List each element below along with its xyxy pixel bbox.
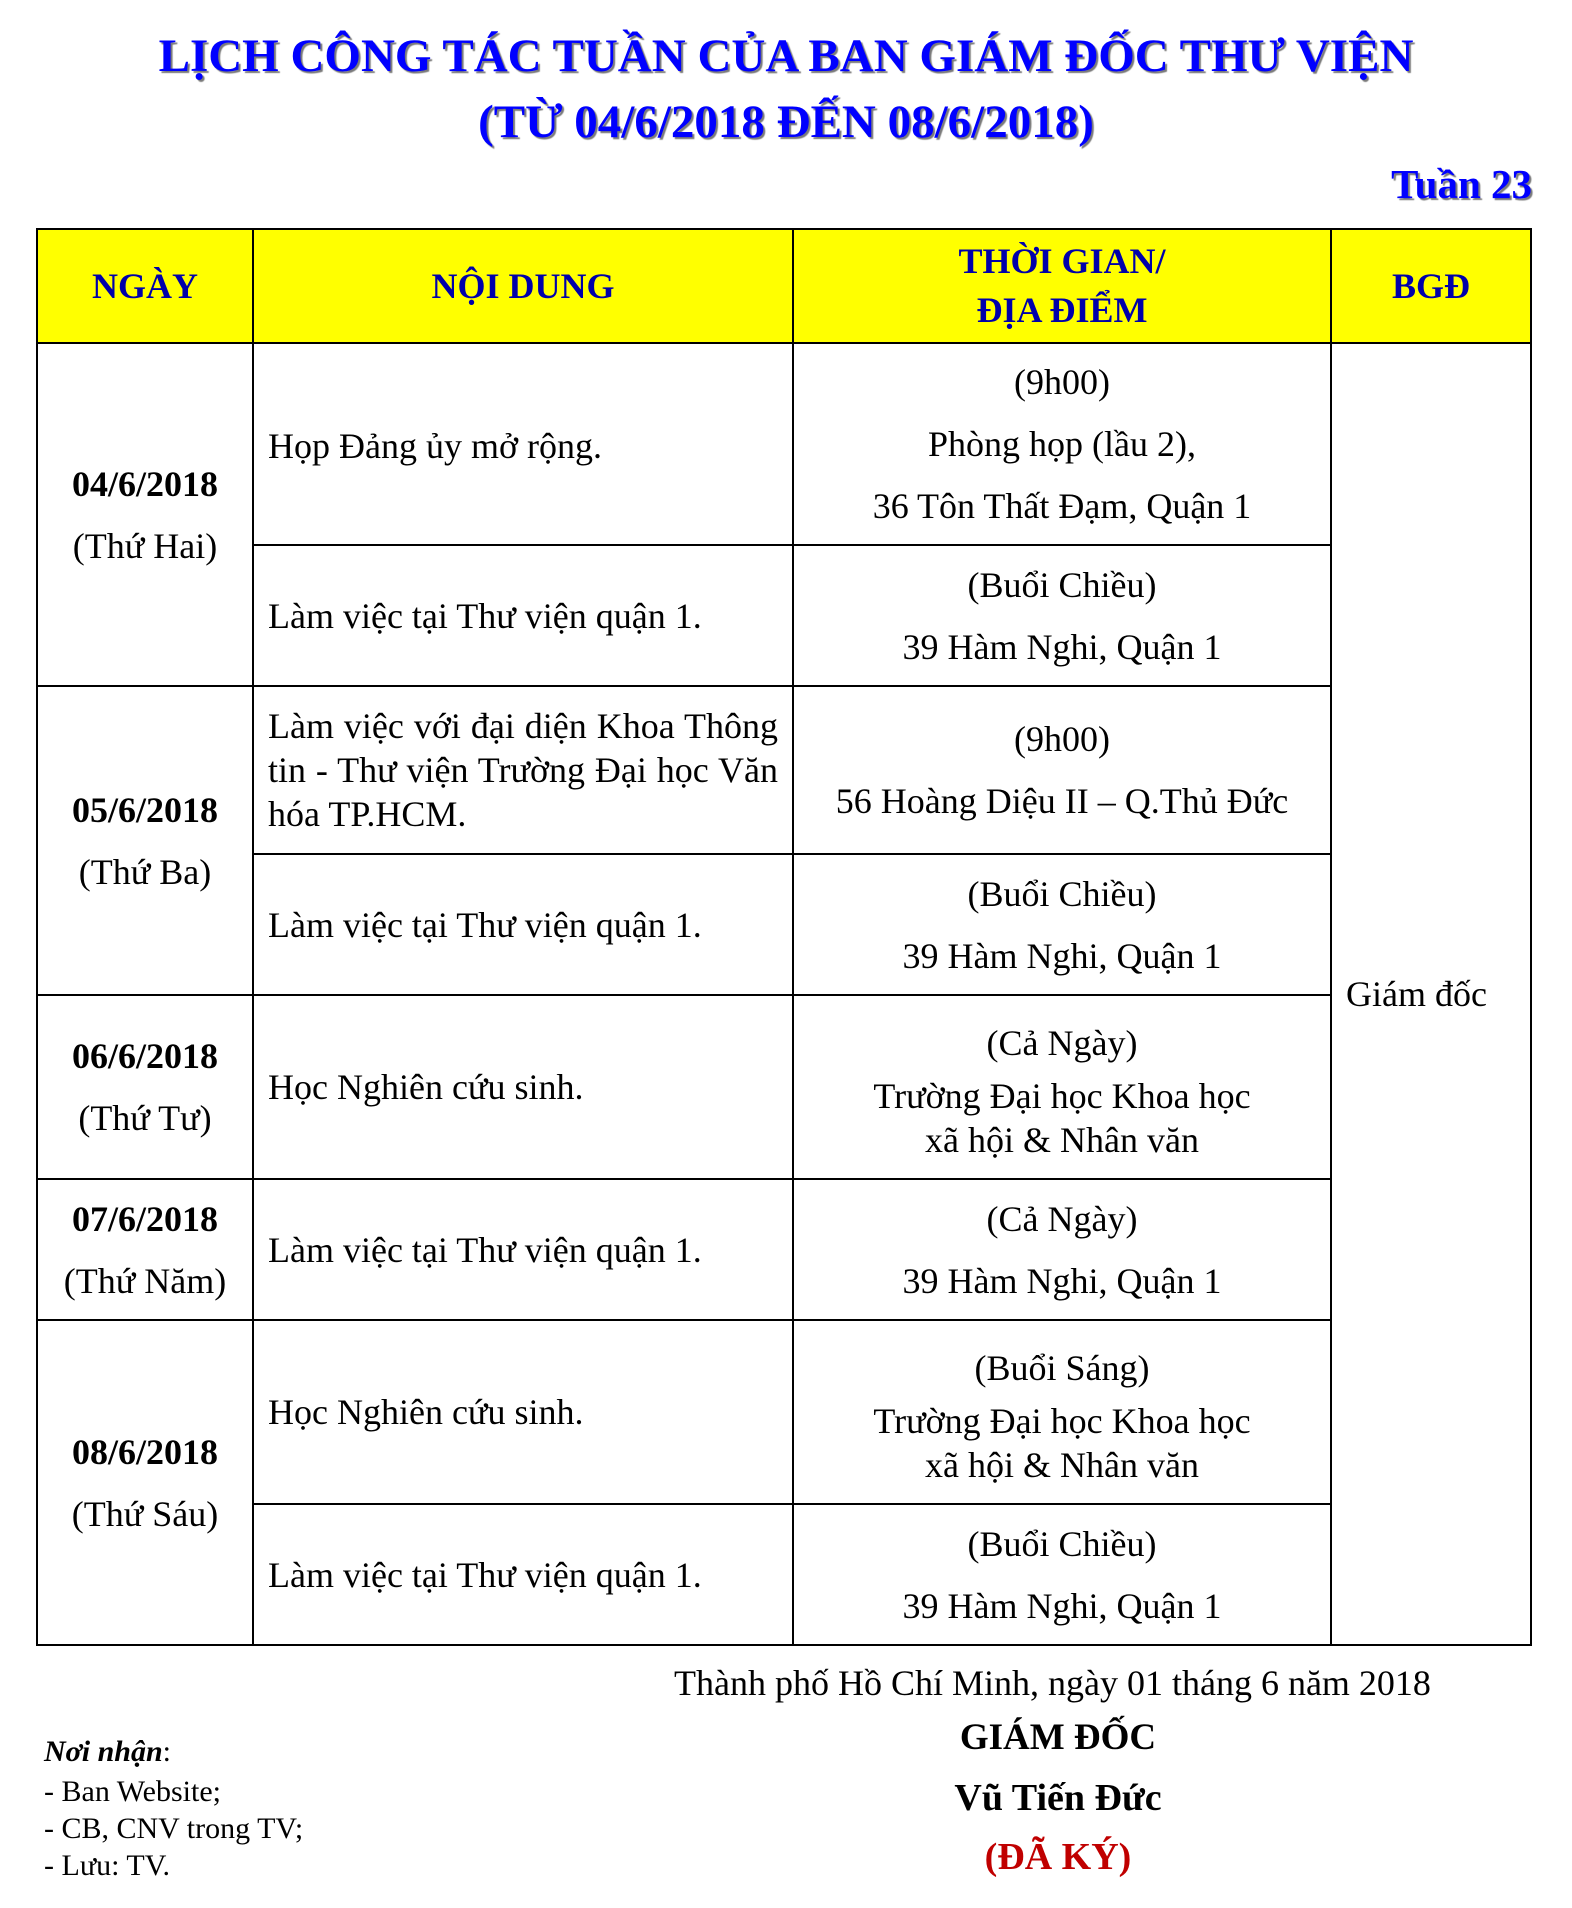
content-cell: Học Nghiên cứu sinh. [253,1320,793,1504]
place-text: Trường Đại học Khoa học [873,1401,1251,1441]
place-text: 39 Hàm Nghi, Quận 1 [902,1260,1222,1301]
place-text: 39 Hàm Nghi, Quận 1 [902,1585,1222,1626]
day-weekday: (Thứ Năm) [63,1260,227,1301]
day-date: 08/6/2018 [71,1431,218,1472]
bgd-cell [1331,343,1531,1645]
place-text: xã hội & Nhân văn [925,1120,1199,1160]
signer-title: GIÁM ĐỐC [959,1717,1157,1758]
header-place: ĐỊA ĐIỂM [976,290,1148,330]
time-text: (Buổi Chiều) [967,564,1157,605]
table-row [37,995,1531,1179]
day-cell [37,686,253,995]
day-date: 07/6/2018 [71,1198,218,1239]
content-cell: Làm việc tại Thư viện quận 1. [253,1504,793,1645]
header-time-place [793,229,1331,343]
place-text: 39 Hàm Nghi, Quận 1 [902,626,1222,667]
recipients-heading [44,1735,171,1769]
time-text: (Buổi Sáng) [974,1348,1150,1388]
day-cell [37,1179,253,1320]
time-place-cell [793,995,1331,1179]
day-weekday: (Thứ Hai) [72,525,218,566]
time-place-cell [793,1504,1331,1645]
table-row [37,1504,1531,1645]
header-day: NGÀY [37,229,253,343]
time-place-cell [793,343,1331,545]
place-text: xã hội & Nhân văn [925,1445,1199,1485]
recipients-colon: : [162,1735,171,1768]
recipient-item: - Lưu: TV. [44,1849,170,1882]
place-text: Phòng họp (lầu 2), [928,424,1196,464]
content-cell: Làm việc tại Thư viện quận 1. [253,1179,793,1320]
day-cell [37,1320,253,1645]
place-text: 39 Hàm Nghi, Quận 1 [902,935,1222,976]
document-date-range: (TỪ 04/6/2018 ĐẾN 08/6/2018) [478,96,1094,148]
signed-mark: (ĐÃ KÝ) [984,1836,1132,1878]
time-text: (9h00) [1014,719,1110,759]
recipient-item: - CB, CNV trong TV; [44,1812,304,1845]
content-cell: Làm việc tại Thư viện quận 1. [253,854,793,995]
day-date: 06/6/2018 [71,1036,218,1076]
table-row [37,854,1531,995]
bgd-text: Giám đốc [1346,974,1487,1014]
time-text: (9h00) [1014,362,1110,402]
table-header-row [37,229,1531,343]
day-weekday: (Thứ Sáu) [71,1493,219,1534]
content-cell: Làm việc với đại diện Khoa Thông tin - Thư viện Trường Đại học Văn hóa TP.HCM. [253,686,793,854]
day-date: 05/6/2018 [71,789,218,830]
place-text: 36 Tôn Thất Đạm, Quận 1 [872,486,1252,526]
time-text: (Buổi Chiều) [967,1523,1157,1564]
time-place-cell [793,1179,1331,1320]
header-content: NỘI DUNG [253,229,793,343]
content-cell: Học Nghiên cứu sinh. [253,995,793,1179]
schedule-table [36,228,1532,1646]
table-row [37,545,1531,686]
header-time: THỜI GIAN/ [958,241,1166,281]
time-place-cell [793,854,1331,995]
time-text: (Buổi Chiều) [967,873,1157,914]
time-text: (Cả Ngày) [986,1198,1138,1239]
day-date: 04/6/2018 [71,463,218,504]
day-cell [37,995,253,1179]
content-cell: Họp Đảng ủy mở rộng. [253,343,793,545]
city-date-line: Thành phố Hồ Chí Minh, ngày 01 tháng 6 năm 2018 [674,1663,1431,1703]
document-title: LỊCH CÔNG TÁC TUẦN CỦA BAN GIÁM ĐỐC THƯ VIỆN [158,30,1414,82]
day-cell [37,343,253,686]
header-bgd: BGĐ [1331,229,1531,343]
recipients-label: Nơi nhận [44,1735,163,1768]
week-number: Tuần 23 [1391,161,1532,207]
time-place-cell [793,545,1331,686]
recipient-item: - Ban Website; [44,1775,221,1808]
place-text: Trường Đại học Khoa học [873,1076,1251,1116]
table-row [37,343,1531,545]
signer-name: Vũ Tiến Đức [954,1777,1162,1819]
day-weekday: (Thứ Tư) [78,1098,212,1138]
table-row [37,1179,1531,1320]
time-place-cell [793,1320,1331,1504]
table-row [37,1320,1531,1504]
time-text: (Cả Ngày) [986,1023,1138,1063]
day-weekday: (Thứ Ba) [78,851,212,892]
place-text: 56 Hoàng Diệu II – Q.Thủ Đức [835,781,1289,821]
content-cell: Làm việc tại Thư viện quận 1. [253,545,793,686]
table-row [37,686,1531,854]
time-place-cell [793,686,1331,854]
